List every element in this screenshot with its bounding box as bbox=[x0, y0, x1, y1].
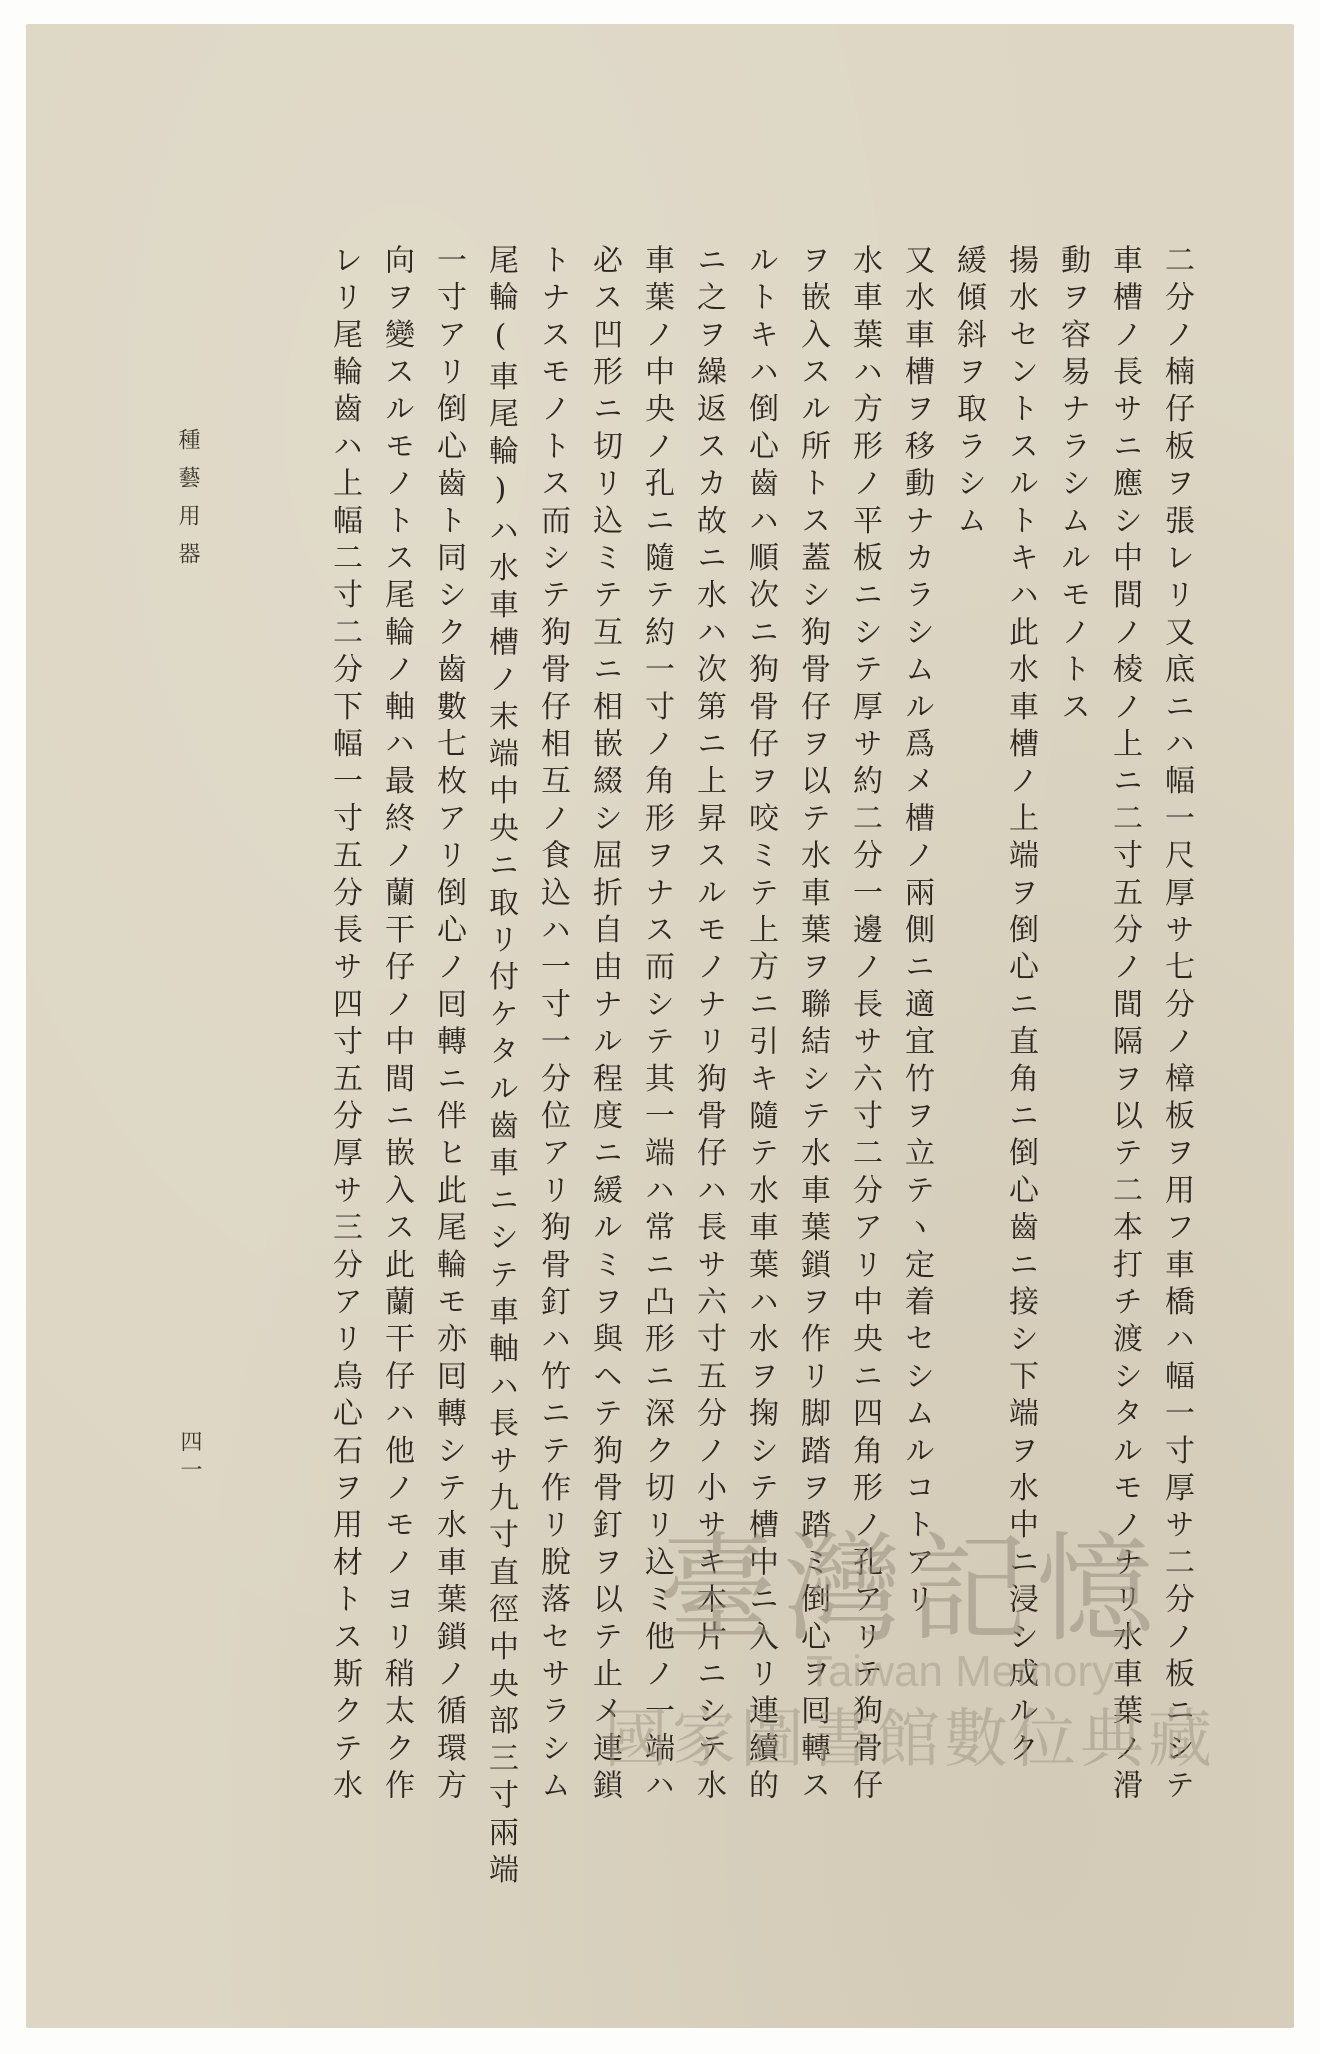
text-column-10: ニ之ヲ繰返スカ故ニ水ハ次第ニ上昇スルモノナリ狗骨仔ハ長サ六寸五分ノ小サキ木片ニシテ水 bbox=[691, 244, 726, 1807]
text-column-12: 必ス凹形ニ切リ込ミテ互ニ相嵌綴シ屈折自由ナル程度ニ緩ルミヲ與ヘテ狗骨釘ヲ以テ止メ連鎖 bbox=[587, 244, 622, 1807]
text-column-9: ルトキハ倒心齒ハ順次ニ狗骨仔ヲ咬ミテ上方ニ引キ隨テ水車葉ハ水ヲ掬シテ槽中ニ入リ連續的 bbox=[743, 244, 778, 1807]
text-column-11: 車葉ノ中央ノ孔ニ隨テ約一寸ノ角形ヲナス而シテ其一端ハ常ニ凸形ニ深ク切リ込ミ他ノ一端ハ bbox=[639, 244, 674, 1807]
text-column-14: 尾輪(車尾輪)ハ水車槽ノ末端中央ニ取リ付ケタル齒車ニシテ車軸ハ長サ九寸直徑中央部三寸兩端 bbox=[483, 244, 518, 1891]
watermark-org-text: 國家圖書館數位典藏 bbox=[604, 1703, 1216, 1777]
text-column-4: 揚水セントスルトキハ此水車槽ノ上端ヲ倒心ニ直角ニ倒心齒ニ接シ下端ヲ水中ニ浸シ成ルク bbox=[1003, 244, 1038, 1770]
text-column-1: 二分ノ楠仔板ヲ張レリ又底ニハ幅一尺厚サ七分ノ樟板ヲ用フ車橋ハ幅一寸厚サ二分ノ板ニシテ bbox=[1159, 244, 1194, 1807]
text-column-7: 水車葉ハ方形ノ平板ニシテ厚サ約二分一邊ノ長サ六寸二分アリ中央ニ四角形ノ孔アリテ狗骨仔 bbox=[847, 244, 882, 1807]
watermark-sub-text: Taiwan Memory bbox=[805, 1647, 1115, 1696]
text-column-13: トナスモノトス而シテ狗骨仔相互ノ食込ハ一寸一分位アリ狗骨釘ハ竹ニテ作リ脫落セサラシム bbox=[535, 244, 570, 1807]
page-number: 四一 bbox=[177, 1430, 202, 1486]
text-column-16: 向ヲ變スルモノトス尾輪ノ軸ハ最終ノ蘭干仔ノ中間ニ嵌入ス此蘭干仔ハ他ノモノヨリ稍太ク作 bbox=[379, 244, 414, 1807]
text-column-6: 又水車槽ヲ移動ナカラシムル爲メ槽ノ兩側ニ適宜竹ヲ立テヽ定着セシムルコトアリ bbox=[899, 244, 934, 1621]
text-column-15: 一寸アリ倒心齒ト同シク齒數七枚アリ倒心ノ囘轉ニ伴ヒ此尾輪モ亦囘轉シテ水車葉鎖ノ循環方 bbox=[431, 244, 466, 1807]
running-title: 種藝用器 bbox=[175, 428, 200, 580]
watermark-main-text: 臺灣記憶 bbox=[657, 1520, 1162, 1658]
text-column-2: 車槽ノ長サニ應シ中間ノ棱ノ上ニ二寸五分ノ間隔ヲ以テ二本打チ渡シタルモノナリ水車葉ノ滑 bbox=[1107, 244, 1142, 1807]
text-column-8: ヲ嵌入スル所トス蓋シ狗骨仔ヲ以テ水車葉ヲ聯結シテ水車葉鎖ヲ作リ脚踏ヲ踏ミ倒心ヲ囘轉ス bbox=[795, 244, 830, 1807]
text-column-5: 緩傾斜ヲ取ラシム bbox=[951, 244, 986, 542]
text-column-3: 動ヲ容易ナラシムルモノトス bbox=[1055, 244, 1090, 728]
watermark bbox=[590, 1520, 1230, 1790]
text-column-17: レリ尾輪齒ハ上幅二寸二分下幅一寸五分長サ四寸五分厚サ三分アリ烏心石ヲ用材トス斯クテ水 bbox=[327, 244, 362, 1807]
